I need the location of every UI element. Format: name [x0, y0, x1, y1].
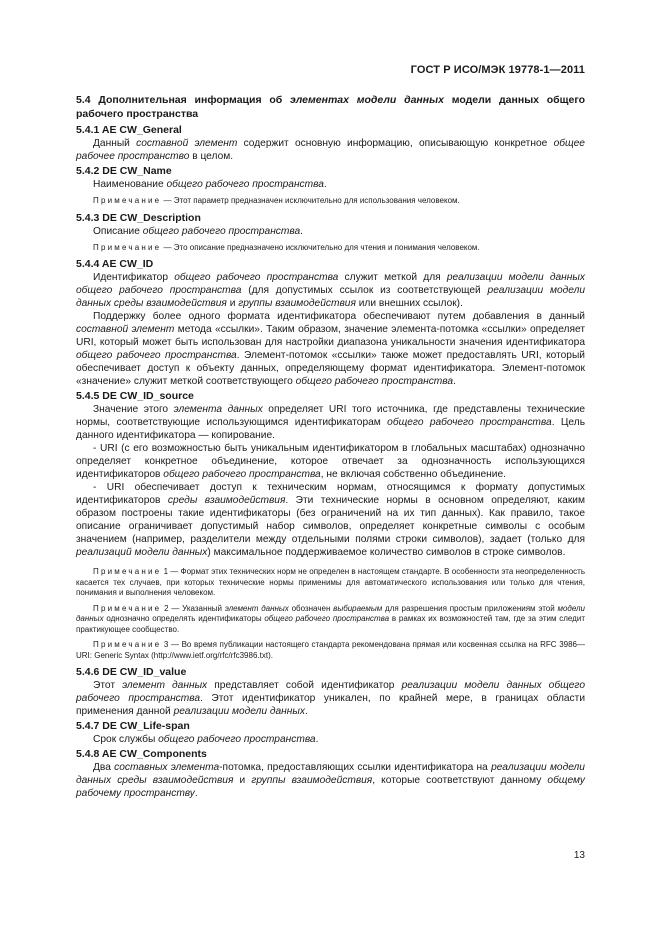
section-5-4-1-text: Данный составной элемент содержит основную информацию, описывающую конкретное общее рабочее пространство в целом. — [76, 138, 585, 162]
section-5-4-heading: 5.4 Дополнительная информация об элементах модели данных модели данных общего рабочего пространства — [76, 94, 586, 120]
section-5-4-3-note: Примечание — Это описание предназначено исключительно для чтения и понимания человеком. — [93, 242, 480, 252]
section-5-4-2-heading: 5.4.2 DE CW_Name — [76, 165, 172, 177]
section-5-4-5-para-3: - URI обеспечивает доступ к техническим нормам, относящимся к формату допустимых идентификаторов среды взаимодействия. Эти технические нормы в основном определяют, каким образом построены такие идентификаторы (без ограничений на их тип данных). Как правило, такое описание ограничивает допустимый набор символов, определяет конкретные символы с особым значением (например, разделители между отдельными полями строки символов), задает (только для реализаций модели данных) максимальное поддерживаемое количество символов в строке символов. — [76, 482, 585, 558]
section-5-4-4-para-1: Идентификатор общего рабочего пространства служит меткой для реализации модели данных общего рабочего пространства (для допустимых ссылок из соответствующей реализации модели данных среды взаимодействия и группы взаимодействия или внешних ссылок). — [76, 272, 585, 309]
section-5-4-5-heading: 5.4.5 DE CW_ID_source — [76, 390, 194, 402]
section-5-4-2-note: Примечание — Этот параметр предназначен исключительно для использования человеком. — [93, 196, 460, 205]
section-5-4-8-heading: 5.4.8 AE CW_Components — [76, 748, 207, 760]
section-5-4-6-heading: 5.4.6 DE CW_ID_value — [76, 666, 187, 678]
document-header-id: ГОСТ Р ИСО/МЭК 19778-1—2011 — [410, 64, 585, 76]
section-5-4-5-para-1: Значение этого элемента данных определяет URI того источника, где представлены технические нормы, соответствующие использующимся идентификаторам общего рабочего пространства. Цель данного идентификатора — копирование. — [76, 404, 585, 441]
section-5-4-5-note-1: Примечание 1 — Формат этих технических норм не определен в настоящем стандарте. В особенности эта неопределенность касается тех случаев, при которых технические нормы применимы для автоматического использования или только для чтения, понимания и выполнения человеком. — [76, 567, 585, 597]
section-5-4-4-para-2: Поддержку более одного формата идентификатора обеспечивают путем добавления в данный составной элемент метода «ссылки». Таким образом, значение элемента-потомка «ссылки» определяет URI, который может быть использован для настройки диапазона уникальности значения идентификатора общего рабочего пространства. Элемент-потомок «ссылки» также может предоставлять URI, который обеспечивает доступ к объекту данных, определяющему формат идентификатора. Элемент-потомок «значение» служит меткой соответствующего общего рабочего пространства. — [76, 311, 585, 387]
section-5-4-7-heading: 5.4.7 DE CW_Life-span — [76, 720, 190, 732]
section-5-4-7-text: Срок службы общего рабочего пространства. — [93, 734, 319, 745]
section-5-4-1-heading: 5.4.1 AE CW_General — [76, 124, 182, 136]
section-5-4-8-text: Два составных элемента-потомка, предоставляющих ссылки идентификатора на реализации модели данных среды взаимодействия и группы взаимодействия, которые соответствуют данному общему рабочему пространству. — [76, 762, 585, 799]
page-number: 13 — [573, 850, 585, 861]
document-body — [76, 94, 585, 800]
section-5-4-3-heading: 5.4.3 DE CW_Description — [76, 211, 201, 224]
section-5-4-5-note-2: Примечание 2 — Указанный элемент данных обозначен выбираемым для разрешения простым приложениям этой модели данных однозначно определять идентификаторы общего рабочего пространства в рамках их возможностей там, где за этим следит практикующее сообщество. — [76, 603, 585, 634]
section-5-4-4-heading: 5.4.4 AE CW_ID — [76, 258, 154, 270]
section-5-4-5-note-3: Примечание 3 — Во время публикации настоящего стандарта рекомендована прямая или косвенная ссылка на RFC 3986—URI: Generic Syntax (http://www.ietf.org/rfc/rfc3986.txt). — [76, 640, 585, 660]
section-5-4-5-para-2: - URI (с его возможностью быть уникальным идентификатором в глобальных масштабах) однозначно определяет конкретное объединение, которое отвечает за однозначность использующихся идентификаторов общего рабочего пространства, не включая собственно объединение. — [76, 443, 585, 480]
section-5-4-6-text: Этот элемент данных представляет собой идентификатор реализации модели данных общего рабочего пространства. Этот идентификатор уникален, по крайней мере, в границах области применения данной реализации модели данных. — [76, 680, 586, 717]
section-5-4-2-text: Наименование общего рабочего пространства. — [93, 179, 327, 190]
section-5-4-3-text: Описание общего рабочего пространства. — [93, 225, 303, 237]
